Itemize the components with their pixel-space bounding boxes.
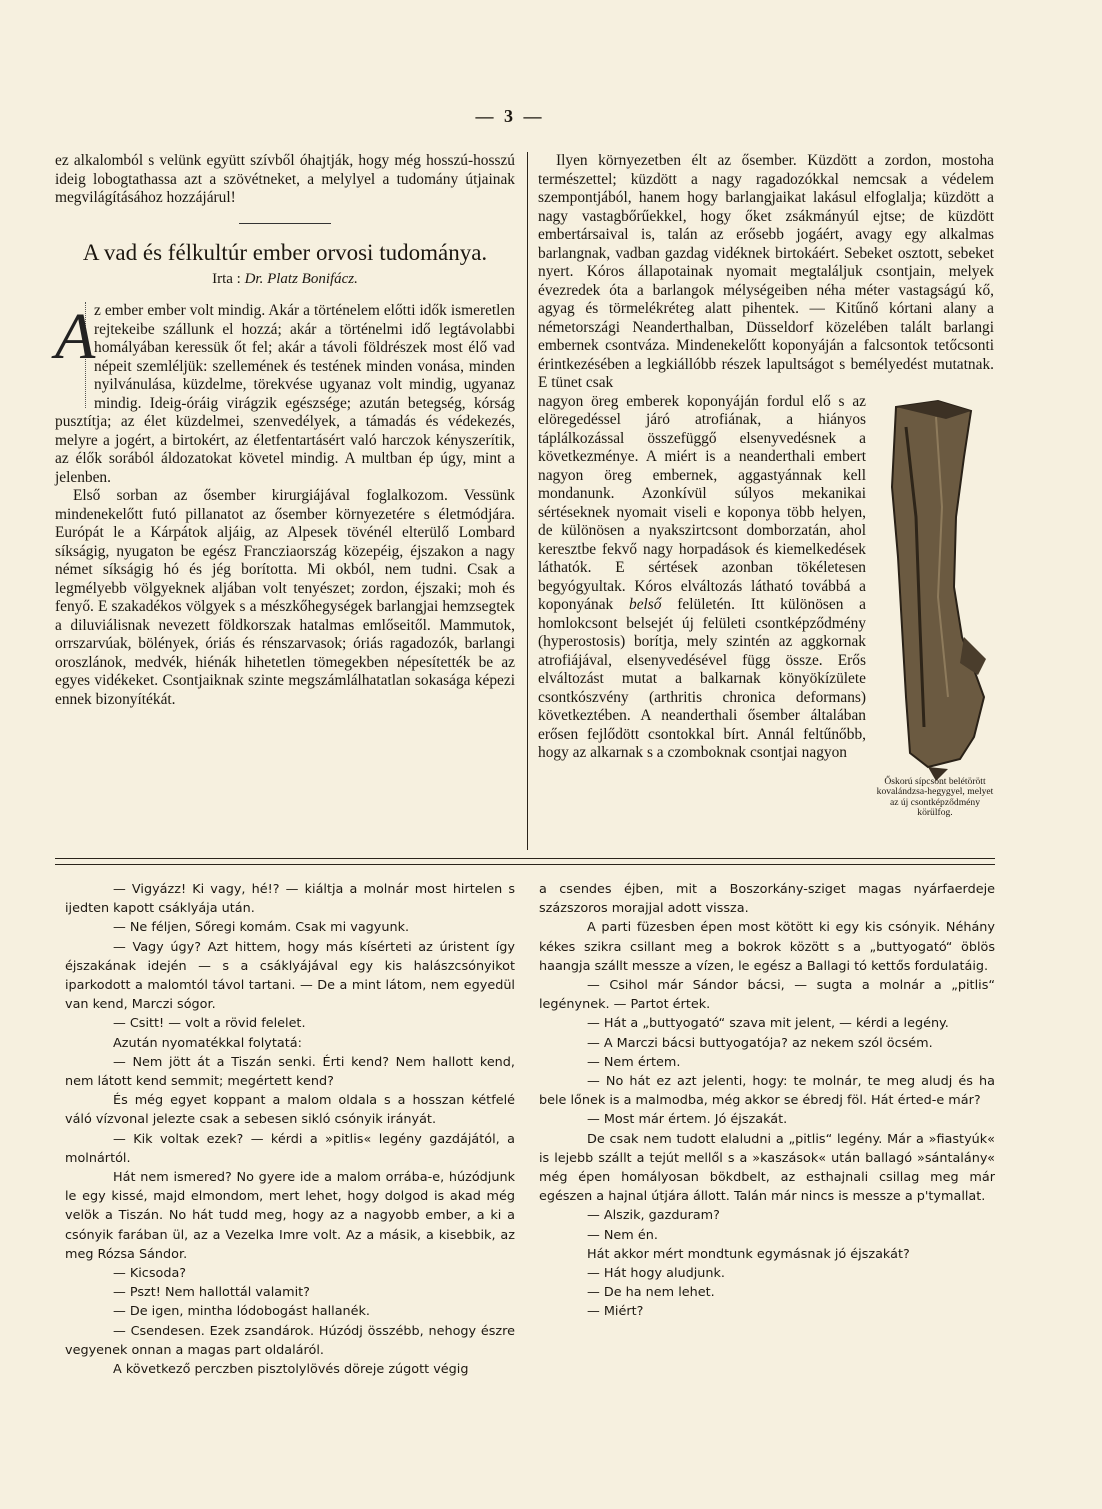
column-rule [527,152,528,850]
bone-illustration [876,397,994,857]
story-paragraph: — Csitt! — volt a rövid felelet. [113,1016,306,1032]
story-paragraph: A következő perczben pisztolylövés döreje zúgott végig [113,1362,469,1378]
text-run: nagyon öreg emberek koponyáján fordul elő s az elöregedéssel járó atrofiának, a hiányos táplálkozással összefüggő elsenyvedésnek a következménye. A miért is a neanderthali embert nagyon öreg embernek, aggastyánnak kell mondanunk. Azonkívül súlyos mekanikai sértéseknek nyomait viseli e koponya több helyen, de különösen a nyakszirtcsont domborzatán, ahol keresztbe fekvő nagy horpadások és kiemelkedések láthatók. E sértések azonban tökéletesen begyógyultak. Kóros elváltozás látható továbbá a koponyának [538,392,866,613]
page-number: — 3 — [475,106,545,126]
story-paragraph: — Hát hogy aludjunk. [587,1266,726,1282]
story-paragraph: — Alszik, gazduram? [587,1208,720,1224]
article-paragraph: z ember ember volt mindig. Akár a történelem előtti idők ismeretlen rejtekeibe szállunk el hozzá; akár a történelmi idő legtávolabbi homályában keressük őt fel; akár a távoli földrészek most élő vad népeit szemléljük: szellemének és testének minden vonása, minden nyilvánulása, küzdelme, törekvése ugyanaz volt mindig, ugyanaz mindig. Ideig-óráig virágzik egészsége; azután betegség, kórság pusztítja; az élet küzdelmei, szenvedélyek, a támadás és védekezés, melyre a jogért, a birtokért, az életfentartásért való harczok kényszerítik, az élők sorából áldozatokat követel mindig. A multban ép úgy, mint a jelenben. [55,302,515,486]
story-paragraph: — Nem jött át a Tiszán senki. Érti kend? Nem hallott kend, nem látott kend semmit; megértett kend? [65,1054,515,1090]
section-divider [239,223,331,224]
story-paragraph: És még egyet koppant a malom oldala s a hosszan kétfelé váló vízvonal jelezte csak a sebesen sikló csónyik irányát. [65,1093,515,1128]
story-paragraph: — Vigyázz! Ki vagy, hé!? — kiáltja a molnár most hirtelen s ijedten kapott csáklyája után. [65,882,515,917]
story-paragraph: — No hát ez azt jelenti, hogy: te molnár, te meg aludj és ha bele lőnek is a malmodba, még akkor se ébredj föl. Hát érted-e már? [539,1074,995,1109]
story-left-column [65,880,515,1379]
story-paragraph: — A Marczi bácsi buttyogatója? az nekem szól öcsém. [587,1035,933,1051]
story-paragraph: — Nem én. [587,1227,658,1243]
story-paragraph: De csak nem tudott elaludni a „pitlis“ legény. Már a »fiastyúk« is lejebb szállt a tejút mellől s a »kaszások« után ballagó »sántalány« még épen homályosan bökdbelt, az esthajnali csillag meg már egészen a hajnal útjára állott. Talán már nincs is messze a p'tymallat. [539,1131,995,1205]
upper-left-column [55,152,515,709]
section-double-rule [55,858,995,865]
story-paragraph: Azután nyomatékkal folytatá: [113,1035,302,1051]
ornamental-drop-cap: A [55,302,86,408]
story-paragraph: — Most már értem. Jó éjszakát. [587,1112,788,1128]
story-paragraph: — Csihol már Sándor bácsi, — sugta a molnár a „pitlis“ legénynek. — Partot értek. [539,978,995,1013]
story-paragraph: — Kik voltak ezek? — kérdi a »pitlis« legény gazdájától, a molnártól. [65,1131,515,1166]
story-paragraph: Hát nem ismered? No gyere ide a malom orrába-e, húzódjunk le egy kissé, majd elmondom, mert lehet, hogy dolgod is akad még velök a Tiszán. No hát tudd meg, hogy az a nagyobb ember, a ki a csónyik farában ül, az a Vezelka Imre volt. Az a másik, a kisebbik, az meg Rózsa Sándor. [65,1170,515,1262]
article-paragraph: Első sorban az ősember kirurgiájával foglalkozom. Vessünk mindenekelőtt futó pillanatot az ősember környezetére s életmódjára. Európát le a Kárpátok aljáig, az Alpesek tövénél elterülő Lombard síkságig, nyugaton be egész Francziaország közepéig, éjszakon a nagy német síkságig hó és jég borította. Mi okból, nem tudni. Csak a legmélyebb völgyeknek aljában volt tenyészet; zordon, éjszaki; moh és fenyő. E szakadékos völgyek s a mészkőhegységek barlangjai hemzsegtek a diluviálisnak nevezett földkorszak hatalmas emlőseitől. Mammutok, orrszarvúak, bölények, óriás és rénszarvasok; óriás ragadozók, barlangi oroszlánok, medvék, hiénák hihetetlen tömegekben népesítették be az egyes vidékeket. Csontjaiknak szinte megszámlálhatatlan sokasága képezi ennek bizonyítékát. [55,487,515,708]
story-paragraph: — Pszt! Nem hallottál valamit? [113,1285,310,1301]
story-paragraph: Hát akkor mért mondtunk egymásnak jó éjszakát? [587,1246,910,1262]
byline [55,270,515,289]
story-paragraph: — Hát a „buttyogató“ szava mit jelent, — kérdi a legény. [587,1016,949,1032]
article-body [55,302,515,487]
intro-paragraph: ez alkalomból s velünk együtt szívből óhajtják, hogy még hosszú-hosszú ideig lobogtathassa azt a szövétneket, a melylyel a tudomány útjainak megvilágításához hozzájárul! [55,152,515,206]
story-paragraph: — De igen, mintha lódobogást hallanék. [113,1304,370,1320]
upper-right-column [538,152,994,857]
story-paragraph: a csendes éjben, mit a Boszorkány-sziget magas nyárfaerdeje százszoros morajjal adott vissza. [539,882,995,917]
story-paragraph: — Kicsoda? [113,1266,187,1282]
byline-prefix: Irta : [212,270,241,287]
story-paragraph: — De ha nem lehet. [587,1285,715,1301]
story-paragraph: — Ne féljen, Sőregi komám. Csak mi vagyunk. [113,920,410,936]
story-paragraph: — Nem értem. [587,1054,681,1070]
italic-word: belső [629,596,662,613]
byline-author: Dr. Platz Bonifácz. [244,270,358,287]
story-paragraph: — Csendesen. Ezek zsandárok. Húzódj összébb, nehogy észre vegyenek onnan a magas part oldaláról. [65,1323,515,1358]
story-paragraph: A parti füzesben épen most kötött ki egy kis csónyik. Néhány kékes szikra csillant meg a bokrok között s a „buttyogató“ öblös haangja szállt messze a vízen, le egész a Ballagi tó kettős fordulatáig. [539,920,995,974]
article-paragraph: Ilyen környezetben élt az ősember. Küzdött a zordon, mostoha természettel; küzdött a nagy ragadozókkal nemcsak a védelem szempontjából, hanem hogy barlangjaikat lakásul elfoglalja; küzdött a nagy vastagbőrűekkel, hogy őket zsákmányúl ejtse; de küzdött embertársaival is, talán az erősebb jogáért, avagy egy alkalmas barlangnak, vadban gazdag vidéknek birtokáért. Sebeket osztott, sebeket nyert. Kóros állapotainak nyomait megtaláljuk csontjain, melyek évezredek óta a barlangok mélységeiben néha méter vastagságú kő, agyag és törmelékréteg alatt pihentek. — Kitűnő kórtani alany a németországi Neanderthalban, Düsseldorf közelében talált barlangi embernek csontváza. Mindenekelőtt koponyáján a falcsontok tetőcsonti érintkezésében a legkiállóbb részek lapultságot s bemélyedést mutatnak. E tünet csak [538,152,994,391]
story-paragraph: — Miért? [587,1304,644,1320]
story-right-column [539,880,995,1322]
text-run: felületén. Itt különösen a homlokcsont belsejét új felületi csontképződmény (hyperostosis) borítja, mely szintén az aggkornak atrofiájával, elsenyvedésével függ össze. Erős elváltozást mutat a balkarnak könyökízülete csontkószvény (arthritis chronica deformans) következtében. A neanderthali ősember általában erősen fejlődött csontokkal bírt. Annál feltűnőbb, hogy az alkarnak s a czomboknak csontjai nagyon [538,596,866,761]
figure-caption: Őskorú sípcsont belétörött kovalándzsa-hegygyel, melyet az új csontképződmény körülfog. [876,775,994,818]
article-title: A vad és félkultúr ember orvosi tudománya. [82,239,488,265]
story-paragraph: — Vagy úgy? Azt hittem, hogy más kísérteti az úristent így éjszakának idején — s a csáklyájával egy kis halászcsónyikot iparkodott a malomtól távol tartani. — De a mint látom, nem egyedül van kend, Marczi sógor. [65,939,515,1013]
